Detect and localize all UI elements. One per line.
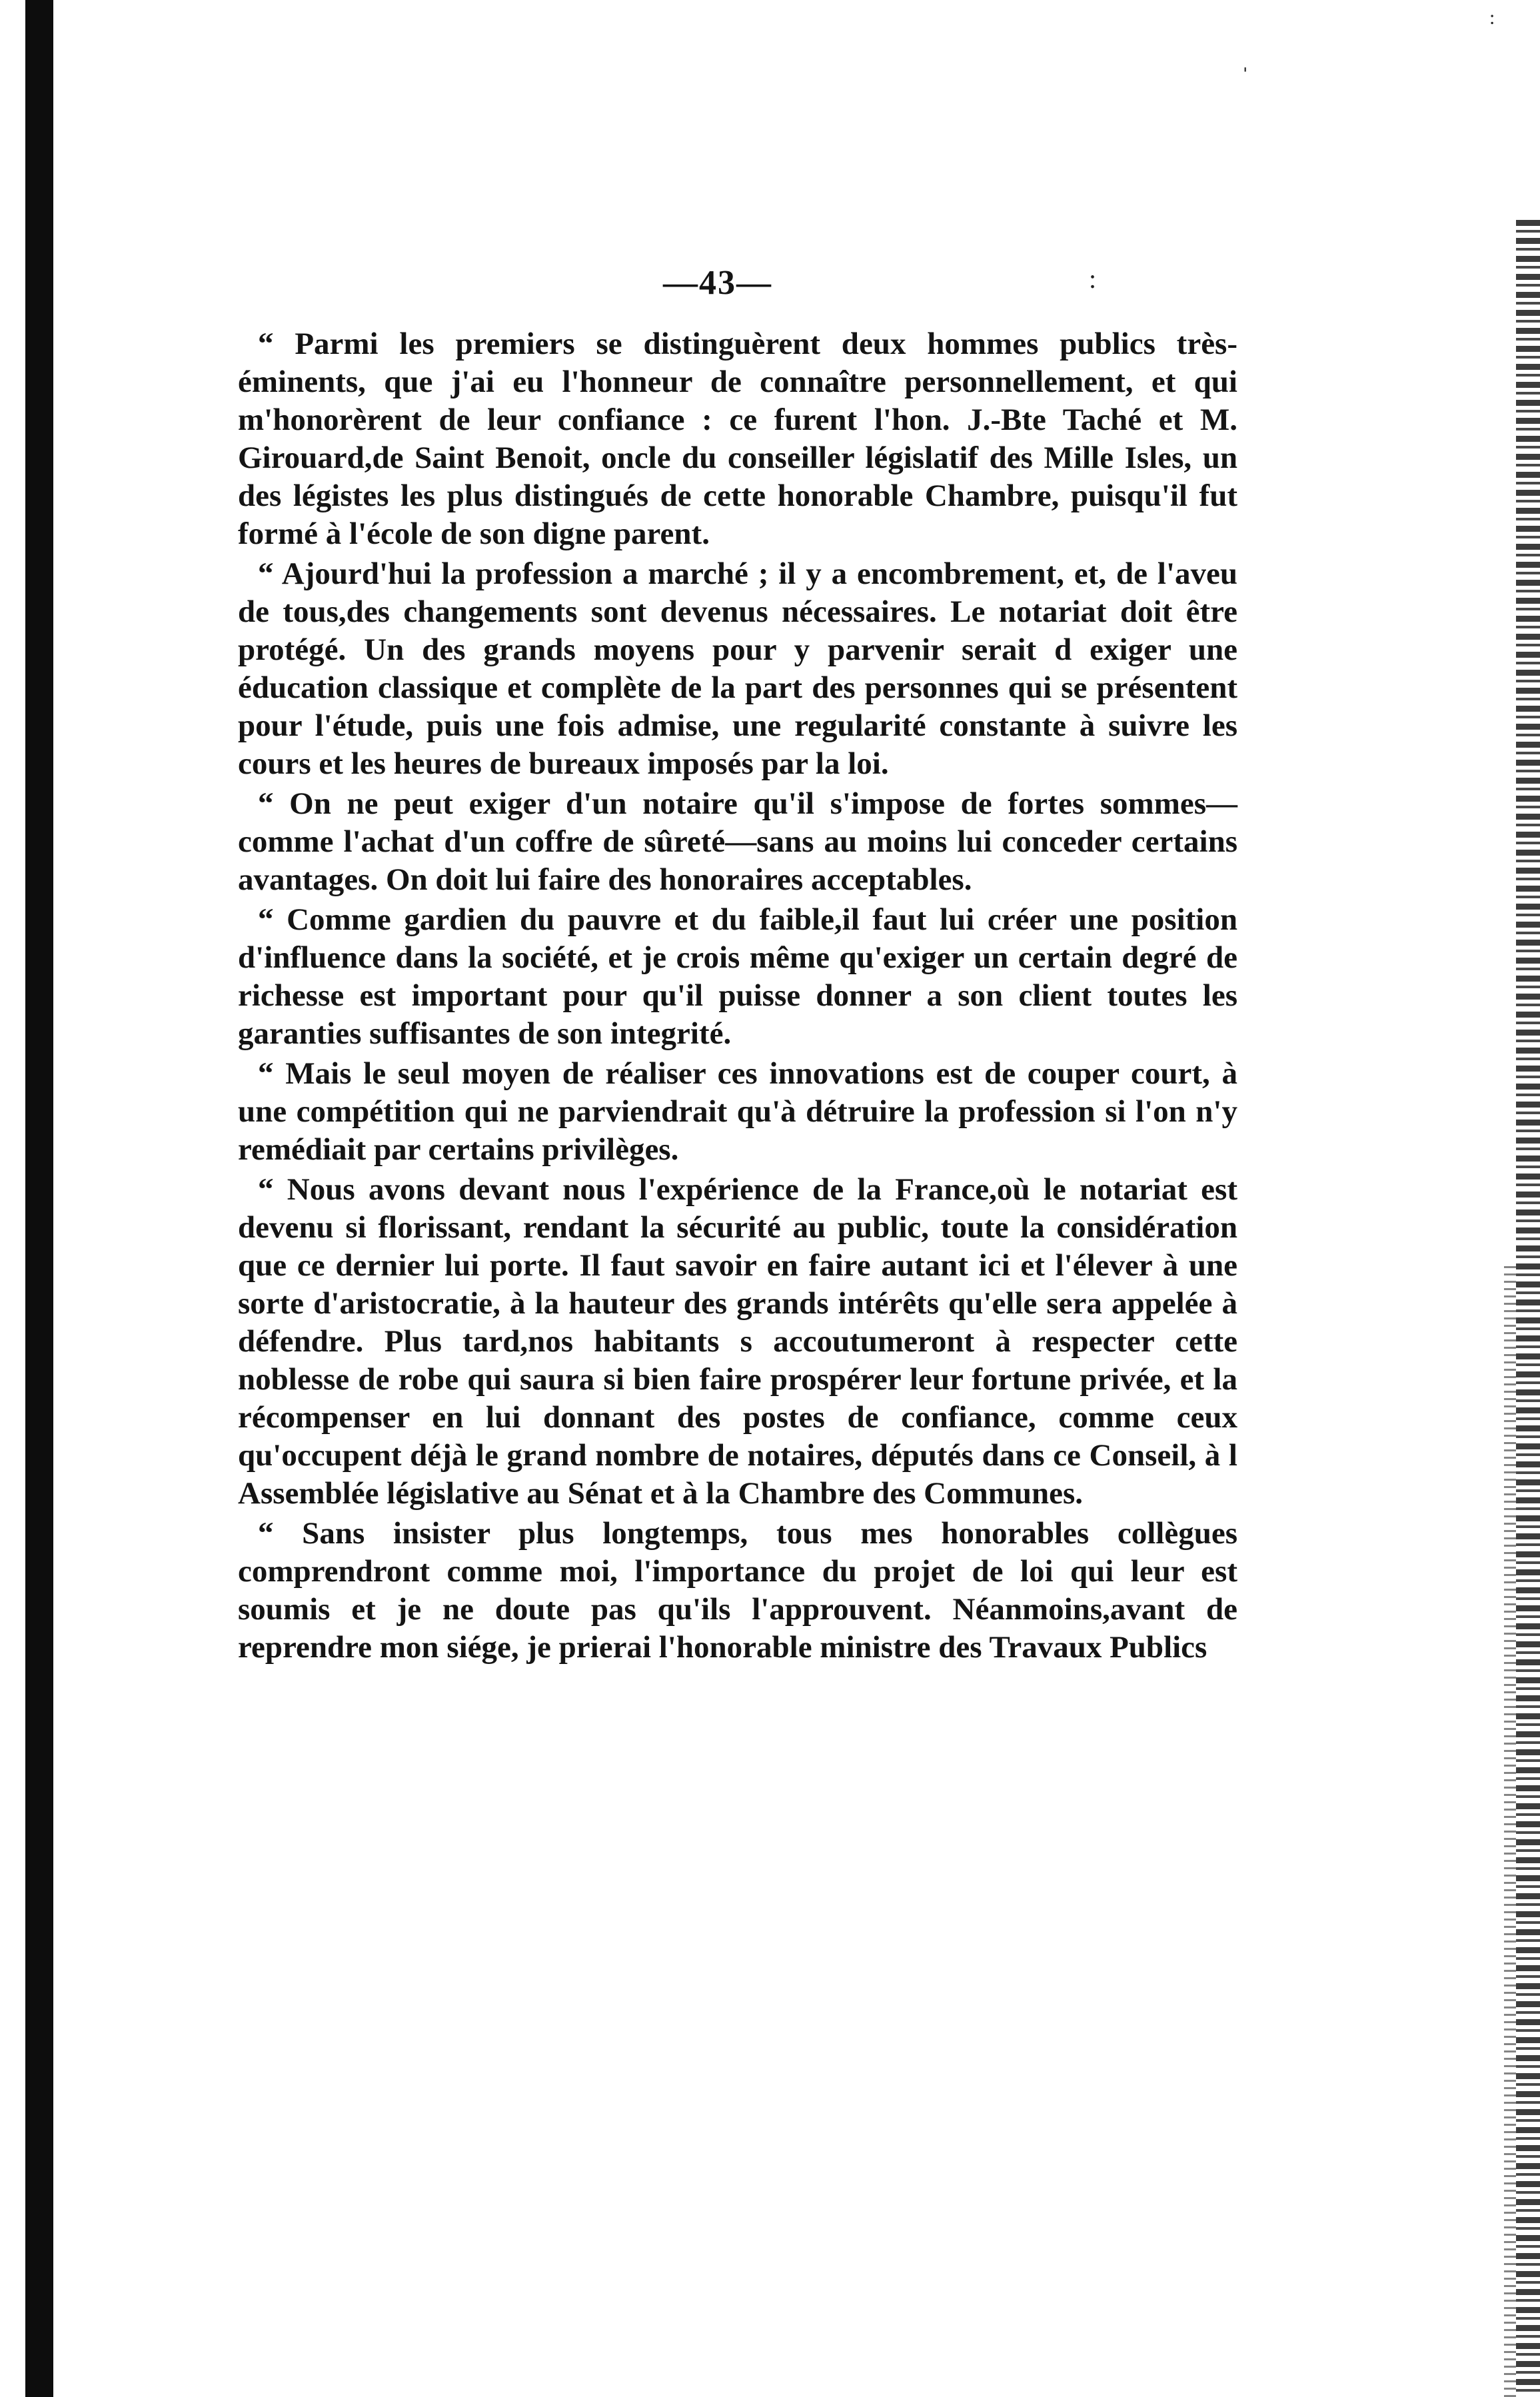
paragraph: “ Mais le seul moyen de réaliser ces innovations est de couper court, à une compétition qui ne parviendrait qu'à détruire la profession si l'on n'y remédiait par certains privilèges. bbox=[238, 1056, 1237, 1167]
scan-border-left bbox=[25, 0, 53, 2397]
scan-border-right bbox=[1516, 220, 1540, 2397]
margin-speck: : bbox=[1089, 264, 1097, 294]
paragraph: “ Ajourd'hui la profession a marché ; il y a encombrement, et, de l'aveu de tous,des changements sont devenus nécessaires. Le notariat doit être protégé. Un des grands moyens pour y parvenir serait d exiger une éducation classique et complète de la part des personnes qui se présentent pour l'étude, puis une fois admise, une regularité constante à suivre les cours et les heures de bureaux imposés par la loi. bbox=[238, 556, 1237, 781]
paragraph: “ Comme gardien du pauvre et du faible,il faut lui créer une position d'influence dans la société, et je crois même qu'exiger un certain degré de richesse est important pour qu'il puisse donner a son client toutes les garanties suffisantes de son integrité. bbox=[238, 902, 1237, 1051]
scan-border-right-texture bbox=[1504, 1266, 1516, 2397]
margin-speck: : bbox=[1489, 7, 1495, 29]
paragraph: “ On ne peut exiger d'un notaire qu'il s'impose de fortes sommes—comme l'achat d'un coffre de sûreté—sans au moins lui conceder certains avantages. On doit lui faire des honoraires acceptables. bbox=[238, 786, 1237, 897]
paragraph: “ Parmi les premiers se distinguèrent deux hommes publics très-éminents, que j'ai eu l'honneur de connaître personnellement, et qui m'honorèrent de leur confiance : ce furent l'hon. J.-Bte Taché et M. Girouard,de Saint Benoit, oncle du conseiller législatif des Mille Isles, un des légistes les plus distingués de cette honorable Chambre, puisqu'il fut formé à l'école de son digne parent. bbox=[238, 327, 1237, 551]
paragraph: “ Sans insister plus longtemps, tous mes honorables collègues comprendront comme moi, l'importance du projet de loi qui leur est soumis et je ne doute pas qu'ils l'approuvent. Néanmoins,avant de reprendre mon siége, je prierai l'honorable ministre des Travaux Publics bbox=[238, 1516, 1237, 1665]
page-body bbox=[238, 325, 1237, 1669]
paragraph: “ Nous avons devant nous l'expérience de la France,où le notariat est devenu si florissant, rendant la sécurité au public, toute la considération que ce dernier lui porte. Il faut savoir en faire autant ici et l'élever à une sorte d'aristocratie, à la hauteur des grands intérêts qu'elle sera appelée à défendre. Plus tard,nos habitants s accoutumeront à respecter cette noblesse de robe qui saura si bien faire prospérer leur fortune privée, et la récompenser en lui donnant des postes de confiance, comme ceux qu'occupent déjà le grand nombre de notaires, députés dans ce Conseil, à l Assemblée législative au Sénat et à la Chambre des Communes. bbox=[238, 1172, 1237, 1511]
margin-speck: ˈ bbox=[1241, 62, 1250, 92]
page-number: —43— bbox=[663, 264, 772, 302]
